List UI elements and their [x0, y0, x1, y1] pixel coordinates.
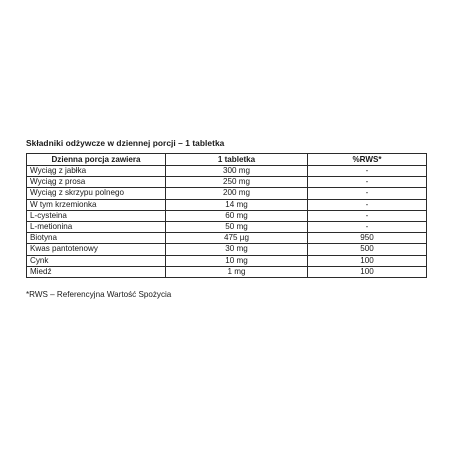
- table-row: [27, 222, 427, 233]
- nutrition-table: [26, 153, 427, 278]
- table-row: [27, 210, 427, 221]
- ingredient-name: Wyciąg z prosa: [27, 177, 166, 188]
- ingredient-rws: 950: [308, 233, 427, 244]
- table-row: [27, 166, 427, 177]
- table-row: [27, 199, 427, 210]
- ingredient-amount: 50 mg: [166, 222, 308, 233]
- ingredient-amount: 250 mg: [166, 177, 308, 188]
- ingredient-rws: -: [308, 210, 427, 221]
- ingredient-name: Wyciąg z jabłka: [27, 166, 166, 177]
- ingredient-rws: -: [308, 166, 427, 177]
- ingredient-name: W tym krzemionka: [27, 199, 166, 210]
- ingredient-name: Miedź: [27, 266, 166, 277]
- table-row: [27, 177, 427, 188]
- table-row: [27, 266, 427, 277]
- ingredient-rws: 500: [308, 244, 427, 255]
- ingredient-amount: 14 mg: [166, 199, 308, 210]
- header-rws: %RWS*: [308, 154, 427, 166]
- ingredient-name: Biotyna: [27, 233, 166, 244]
- table-row: [27, 244, 427, 255]
- footnote: *RWS – Referencyjna Wartość Spożycia: [26, 290, 172, 299]
- ingredient-name: L-cysteina: [27, 210, 166, 221]
- table-row: [27, 188, 427, 199]
- ingredient-amount: 200 mg: [166, 188, 308, 199]
- ingredient-amount: 10 mg: [166, 255, 308, 266]
- ingredient-amount: 60 mg: [166, 210, 308, 221]
- table-header-row: [27, 154, 427, 166]
- ingredient-amount: 475 µg: [166, 233, 308, 244]
- table-title: Składniki odżywcze w dziennej porcji – 1 tabletka: [26, 138, 225, 148]
- ingredient-name: L-metionina: [27, 222, 166, 233]
- ingredient-amount: 300 mg: [166, 166, 308, 177]
- ingredient-rws: -: [308, 177, 427, 188]
- ingredient-amount: 1 mg: [166, 266, 308, 277]
- table-row: [27, 255, 427, 266]
- table-row: [27, 233, 427, 244]
- ingredient-name: Kwas pantotenowy: [27, 244, 166, 255]
- ingredient-rws: 100: [308, 266, 427, 277]
- ingredient-rws: -: [308, 188, 427, 199]
- header-daily-portion: Dzienna porcja zawiera: [27, 154, 166, 166]
- ingredient-rws: 100: [308, 255, 427, 266]
- header-one-tablet: 1 tabletka: [166, 154, 308, 166]
- ingredient-name: Cynk: [27, 255, 166, 266]
- ingredient-name: Wyciąg z skrzypu polnego: [27, 188, 166, 199]
- ingredient-rws: -: [308, 222, 427, 233]
- ingredient-amount: 30 mg: [166, 244, 308, 255]
- ingredient-rws: -: [308, 199, 427, 210]
